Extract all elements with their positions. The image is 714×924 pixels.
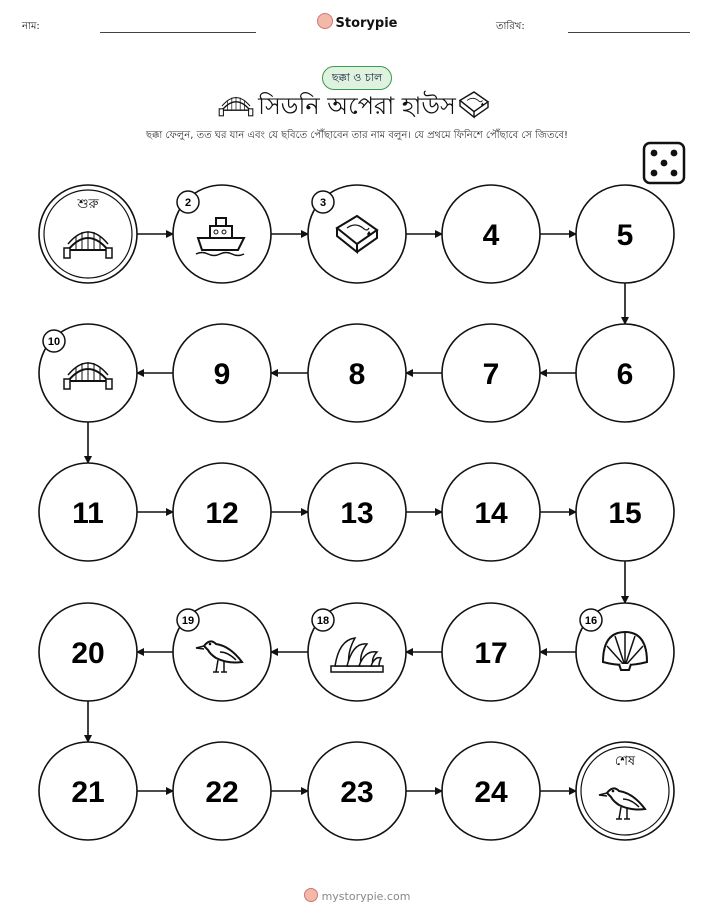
cell-number: 13: [340, 497, 374, 530]
cell-number: 24: [474, 776, 508, 809]
board-cell-6: [576, 324, 674, 422]
board-cell-21: [39, 742, 137, 840]
cell-number: 6: [616, 358, 634, 391]
board-cell-14: [442, 463, 540, 561]
name-label: নাম:: [22, 21, 40, 32]
cell-number: 23: [340, 776, 374, 809]
board-cell-23: [308, 742, 406, 840]
cell-badge: 18: [316, 615, 330, 627]
cell-badge: 3: [319, 197, 327, 209]
cell-badge: 10: [47, 336, 61, 348]
board-cell-17: [442, 603, 540, 701]
cell-label: শেষ: [614, 754, 636, 769]
cell-number: 7: [482, 358, 500, 391]
cell-number: 4: [482, 219, 500, 252]
cell-label: শুরু: [77, 197, 99, 212]
board-cell-24: [442, 742, 540, 840]
cell-number: 22: [205, 776, 239, 809]
cell-number: 17: [474, 637, 508, 670]
board-cell-19: [173, 603, 271, 701]
date-label: তারিখ:: [496, 21, 525, 32]
brand-name: Storypie: [335, 16, 398, 31]
game-type-badge: ছক্কা ও চাল: [322, 66, 392, 90]
board-cell-16: [576, 603, 674, 701]
board-cell-9: [173, 324, 271, 422]
board-cell-8: [308, 324, 406, 422]
cell-badge: 16: [584, 615, 598, 627]
cell-number: 21: [71, 776, 105, 809]
storypie-footer-logo-icon: [304, 888, 318, 902]
start-cell: [39, 185, 137, 283]
board-cell-10: [39, 324, 137, 422]
cell-number: 11: [72, 497, 104, 530]
board-cell-7: [442, 324, 540, 422]
cell-number: 8: [348, 358, 366, 391]
finish-cell: [576, 742, 674, 840]
cell-number: 15: [608, 497, 642, 530]
board-cell-2: [173, 185, 271, 283]
cell-number: 12: [205, 497, 239, 530]
page-title: সিডনি অপেরা হাউস: [258, 92, 456, 120]
instructions: ছক্কা ফেলুন, তত ঘর যান এবং যে ছবিতে পৌঁছাবেন তার নাম বলুন। যে প্রথমে ফিনিশে পৌঁছাবে সে জিতবে!: [145, 130, 569, 141]
board-cell-22: [173, 742, 271, 840]
board-cell-18: [308, 603, 406, 701]
cell-number: 14: [474, 497, 508, 530]
seashell-icon: [603, 632, 647, 670]
cell-badge: 2: [184, 197, 192, 209]
board-cell-4: [442, 185, 540, 283]
board-cell-12: [173, 463, 271, 561]
title-map-icon: [460, 92, 488, 117]
board-cell-15: [576, 463, 674, 561]
board-cell-5: [576, 185, 674, 283]
cell-number: 9: [213, 358, 231, 391]
footer: [0, 888, 714, 903]
board-cell-20: [39, 603, 137, 701]
title-bridge-icon: [219, 97, 253, 116]
board-cell-13: [308, 463, 406, 561]
board-cell-11: [39, 463, 137, 561]
board-cell-3: [308, 185, 406, 283]
cell-number: 20: [71, 637, 105, 670]
footer-url: mystorypie.com: [321, 890, 411, 903]
cell-number: 5: [616, 219, 634, 252]
dice-icon: [644, 143, 684, 183]
cell-badge: 19: [181, 615, 195, 627]
